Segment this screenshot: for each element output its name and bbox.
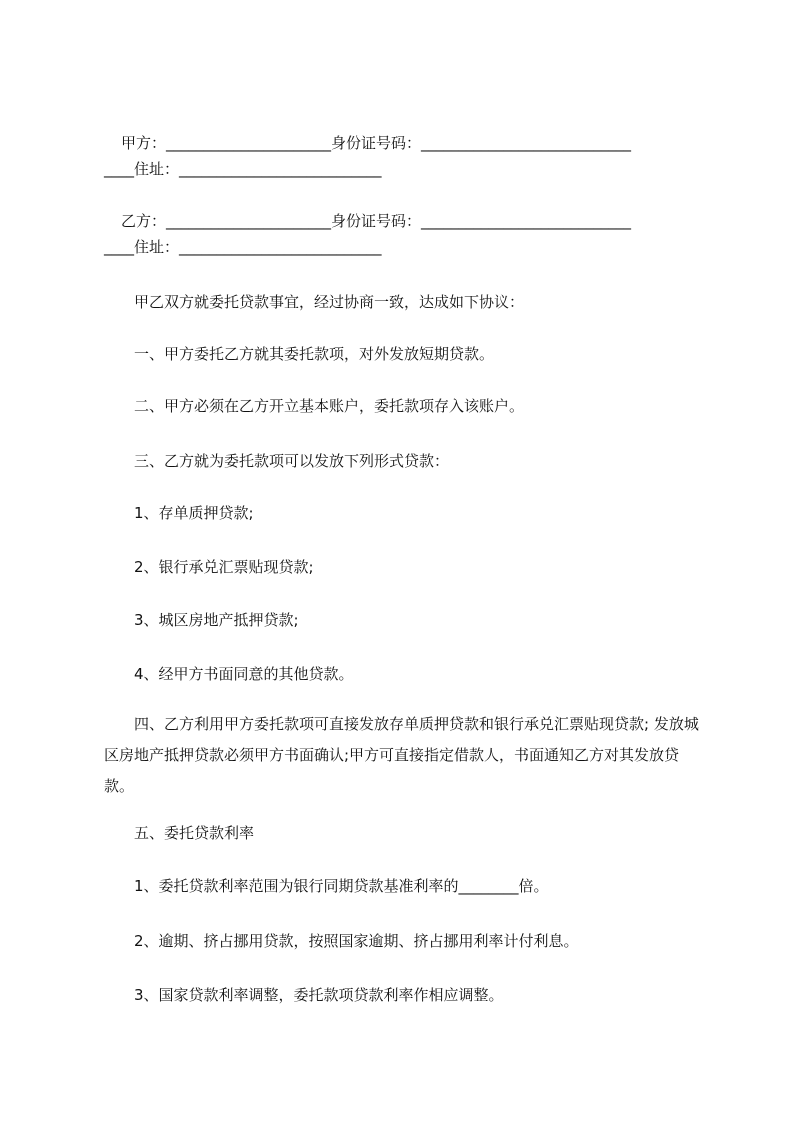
party-a-line1: 甲方：______________________身份证号码：____________________________ bbox=[106, 134, 632, 152]
clause-5-title: 五、委托贷款利率 bbox=[104, 824, 255, 842]
clause-5-item-2: 2、逾期、挤占挪用贷款，按照国家逾期、挤占挪用利率计付利息。 bbox=[104, 932, 579, 950]
clause-4-paragraph: 四、乙方利用甲方委托款项可直接发放存单质押贷款和银行承兑汇票贴现贷款; 发放城区房地产抵押贷款必须甲方书面确认;甲方可直接指定借款人，书面通知乙方对其发放贷款。 bbox=[104, 715, 699, 795]
clause-2: 二、甲方必须在乙方开立基本账户，委托款项存入该账户。 bbox=[104, 397, 525, 415]
clause-1: 一、甲方委托乙方就其委托款项，对外发放短期贷款。 bbox=[104, 345, 495, 363]
party-a-line2: ____住址：___________________________ bbox=[104, 160, 382, 178]
clause-3-item-2: 2、银行承兑汇票贴现贷款; bbox=[104, 558, 314, 576]
party-b-line2: ____住址：___________________________ bbox=[104, 238, 382, 256]
clause-3-item-3: 3、城区房地产抵押贷款; bbox=[104, 611, 299, 629]
clause-3: 三、乙方就为委托款项可以发放下列形式贷款： bbox=[104, 452, 450, 470]
party-b-line1: 乙方：______________________身份证号码：____________________________ bbox=[106, 212, 632, 230]
clause-3-item-1: 1、存单质押贷款; bbox=[104, 504, 254, 522]
clause-3-item-4: 4、经甲方书面同意的其他贷款。 bbox=[104, 665, 354, 683]
intro-paragraph: 甲乙双方就委托贷款事宜，经过协商一致，达成如下协议： bbox=[104, 293, 525, 311]
clause-5-item-1: 1、委托贷款利率范围为银行同期贷款基准利率的________倍。 bbox=[104, 877, 549, 895]
clause-5-item-3: 3、国家贷款利率调整，委托款项贷款利率作相应调整。 bbox=[104, 986, 504, 1004]
